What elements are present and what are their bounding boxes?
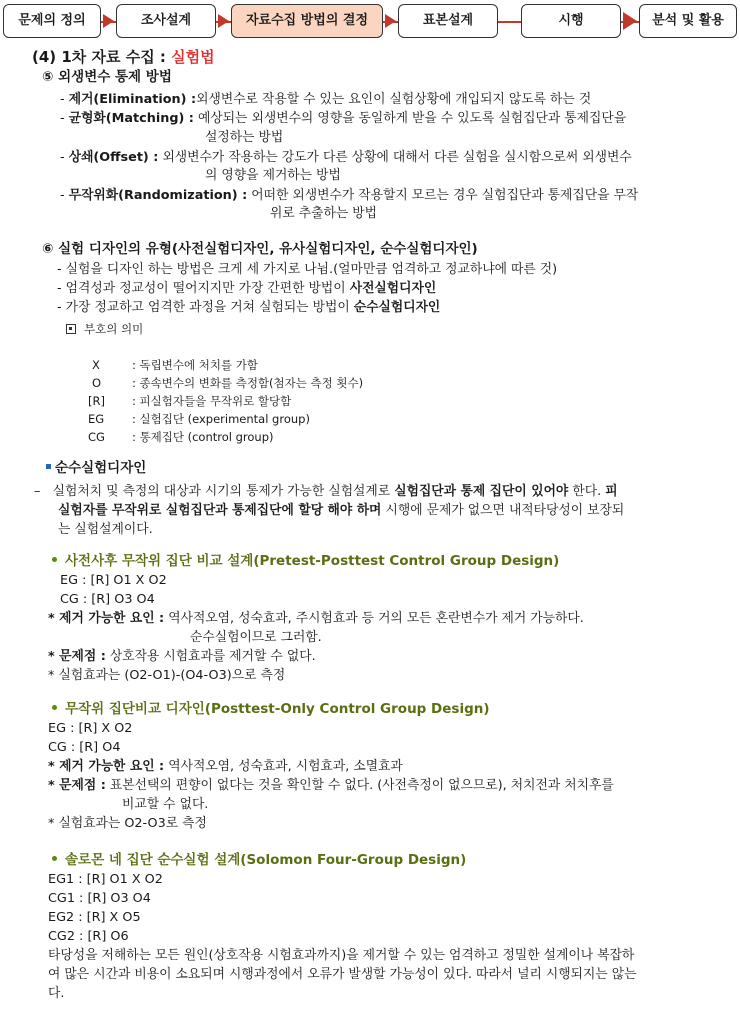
design1-factor-cont: 순수실험이므로 그러함. [190,630,322,645]
bullet-icon [52,557,57,562]
design3-title: 솔로몬 네 집단 순수실험 설계(Solomon Four-Group Design) [52,852,466,870]
design2-effect: * 실험효과는 O2-O3로 측정 [48,816,207,831]
design3-para-line: 여 많은 시간과 비용이 소요되며 시행과정에서 오류가 발생할 가능성이 있다. 따라서 널리 시행되지는 않는 [48,967,637,982]
design2-eg: EG : [R] X O2 [48,721,133,736]
pure-para-line: 실험자를 무작위로 실험집단과 통제집단에 할당 해야 하며 시행에 문제가 없으면 내적타당성이 보장되 [58,503,625,518]
design3-row: CG1 : [R] O3 O4 [48,891,151,906]
design2-factor: * 제거 가능한 요인 : 역사적오염, 성숙효과, 시험효과, 소멸효과 [48,759,403,774]
design1-factor: * 제거 가능한 요인 : 역사적오염, 성숙효과, 주시험효과 등 거의 모든 혼란변수가 제거 가능하다. [48,611,584,626]
control-item-cont: 의 영향을 제거하는 방법 [205,168,341,183]
design-line: - 가장 정교하고 엄격한 과정을 거쳐 실험되는 방법이 순수실험디자인 [57,300,441,315]
control-item: - 제거(Elimination) :외생변수로 작용할 수 있는 요인이 실험상황에 개입되지 않도록 하는 것 [60,92,592,107]
design-line: - 실험을 디자인 하는 방법은 크게 세 가지로 나뉨.(얼마만큼 엄격하고 정교하냐에 따른 것) [57,262,558,277]
control-item-cont: 설정하는 방법 [205,130,284,145]
design2-problem: * 문제점 : 표본선택의 편향이 없다는 것을 확인할 수 없다. (사전측정이 없으므로), 처치전과 처치후를 [48,778,614,793]
symbol-row: X : 독립변수에 처치를 가함 [92,358,258,372]
bullet-icon [52,856,57,861]
pure-para-line: 는 실험설계이다. [58,522,153,537]
control-item: - 균형화(Matching) : 예상되는 외생변수의 영향을 동일하게 받을 수 있도록 실험집단과 통제집단을 [60,111,627,126]
design2-cg: CG : [R] O4 [48,740,121,755]
square-bullet-icon [66,324,76,334]
step-analysis-use[interactable]: 분석 및 활용 [639,4,737,38]
design3-para-line: 타당성을 저해하는 모든 원인(상호작용 시험효과까지)을 제거할 수 있는 엄격하고 정밀한 설계이나 복잡하 [48,948,635,963]
pure-para-line: – 실험처치 및 측정의 대상과 시기의 통제가 가능한 실험설계로 실험집단과 통제 집단이 있어야 한다. 피 [34,484,618,499]
step-sample-design[interactable]: 표본설계 [398,4,498,38]
control-item: - 상쇄(Offset) : 외생변수가 작용하는 강도가 다른 상황에 대해서 다른 실험을 실시함으로써 외생변수 [60,150,632,165]
symbols-title: 부호의 의미 [66,322,143,337]
design2-problem-cont: 비교할 수 없다. [122,797,209,812]
step-problem-definition[interactable]: 문제의 정의 [3,4,101,38]
symbol-row: [R] : 피실험자들을 무작위로 할당함 [88,394,292,408]
step-execution[interactable]: 시행 [521,4,621,38]
bullet-icon [52,705,57,710]
section-title [32,48,215,68]
design1-problem: * 문제점 : 상호작용 시험효과를 제거할 수 없다. [48,649,316,664]
design1-cg: CG : [R] O3 O4 [60,592,155,607]
design-heading: ⑥ 실험 디자인의 유형(사전실험디자인, 유사실험디자인, 순수실험디자인) [42,241,478,257]
control-item: - 무작위화(Randomization) : 어떠한 외생변수가 작용할지 모르는 경우 실험집단과 통제집단을 무작 [60,188,639,203]
design3-row: EG2 : [R] X O5 [48,910,141,925]
arrow-right-icon [385,14,396,28]
symbol-row: O : 종속변수의 변화를 측정함(첨자는 측정 횟수) [92,376,364,390]
control-heading: ⑤ 외생변수 통제 방법 [42,69,172,85]
control-item-cont: 위로 추출하는 방법 [270,206,378,221]
pure-design-title: 순수실험디자인 [46,460,146,478]
symbol-row: CG : 통제집단 (control group) [88,430,274,444]
design1-title: 사전사후 무작위 집단 비교 설계(Pretest-Posttest Control Group Design) [52,553,559,571]
arrow-right-icon [623,12,637,30]
design3-row: CG2 : [R] O6 [48,929,129,944]
design1-effect: * 실험효과는 (O2-O1)-(O4-O3)으로 측정 [48,668,286,683]
design3-row: EG1 : [R] O1 X O2 [48,872,163,887]
design1-eg: EG : [R] O1 X O2 [60,573,167,588]
arrow-right-icon [103,14,114,28]
section-prefix: (4) 1차 자료 수집 : [32,48,172,66]
symbol-row: EG : 실험집단 (experimental group) [88,412,310,426]
design3-para-line: 다. [48,986,65,1001]
bullet-icon [46,464,51,469]
step-research-design[interactable]: 조사설계 [116,4,216,38]
section-method: 실험법 [171,48,215,66]
design-line: - 엄격성과 정교성이 떨어지지만 가장 간편한 방법이 사전실험디자인 [57,281,437,296]
arrow-right-icon [218,14,229,28]
process-flow [3,4,737,38]
step-data-collection-method[interactable]: 자료수집 방법의 결정 [231,4,383,38]
design2-title: 무작위 집단비교 디자인(Posttest-Only Control Group Design) [52,701,490,719]
